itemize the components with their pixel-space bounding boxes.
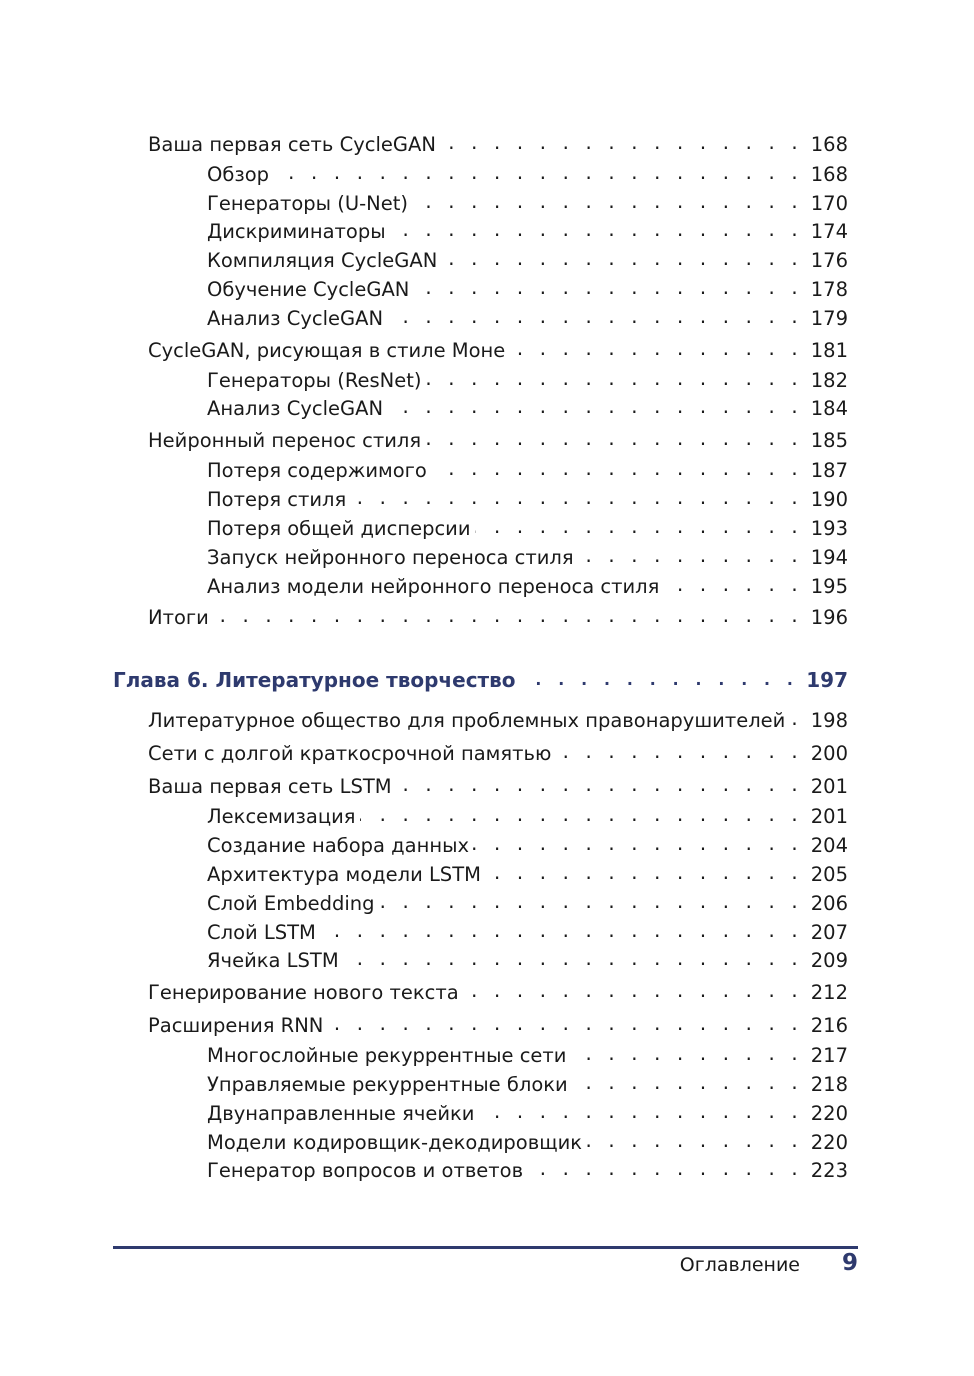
toc-entry[interactable]	[148, 773, 848, 799]
toc-entry-title: Потеря содержимого	[207, 459, 427, 482]
toc-entry[interactable]	[148, 707, 848, 733]
toc-entry-title: Потеря стиля	[207, 488, 347, 511]
toc-entry[interactable]	[207, 305, 848, 331]
toc-entry-page: 217	[810, 1044, 848, 1067]
toc-entry-title: Обзор	[207, 163, 270, 186]
dot-leader	[570, 1042, 800, 1062]
toc-entry-page: 216	[810, 1014, 848, 1037]
toc-entry[interactable]	[207, 919, 848, 945]
toc-entry[interactable]	[207, 573, 848, 599]
toc-entry-page: 212	[810, 981, 848, 1004]
toc-entry[interactable]	[207, 247, 848, 273]
toc-entry[interactable]	[207, 276, 848, 302]
toc-entry-page: 220	[810, 1131, 848, 1154]
toc-entry[interactable]	[207, 1157, 848, 1183]
dot-leader	[485, 861, 801, 881]
toc-entry[interactable]	[207, 367, 848, 393]
toc-entry-page: 197	[806, 668, 848, 692]
toc-entry[interactable]	[207, 457, 848, 483]
dot-leader	[440, 131, 801, 151]
dot-leader	[343, 947, 801, 967]
toc-entry-title: Нейронный перенос стиля	[148, 429, 422, 452]
toc-entry-title: Слой Embedding	[207, 892, 375, 915]
toc-entry[interactable]	[207, 190, 848, 216]
toc-entry[interactable]	[207, 218, 848, 244]
toc-entry[interactable]	[148, 740, 848, 766]
toc-entry-page: 198	[810, 709, 848, 732]
toc-entry-title: Сети с долгой краткосрочной памятью	[148, 742, 552, 765]
toc-entry-page: 178	[810, 278, 848, 301]
toc-entry[interactable]	[148, 1012, 848, 1038]
dot-leader	[789, 707, 800, 727]
dot-leader	[426, 367, 801, 387]
toc-entry[interactable]	[148, 427, 848, 453]
toc-entry-title: Компиляция CycleGAN	[207, 249, 438, 272]
dot-leader	[412, 190, 801, 210]
toc-entry-page: 206	[810, 892, 848, 915]
dot-leader	[327, 1012, 800, 1032]
toc-entry-title: Ваша первая сеть CycleGAN	[148, 133, 436, 156]
toc-entry-page: 184	[810, 397, 848, 420]
toc-entry[interactable]	[207, 1071, 848, 1097]
toc-entry[interactable]	[207, 515, 848, 541]
dot-leader	[578, 544, 801, 564]
dot-leader	[663, 573, 800, 593]
dot-leader	[396, 773, 801, 793]
dot-leader	[413, 276, 800, 296]
dot-leader	[527, 1157, 801, 1177]
toc-chapter-heading[interactable]	[113, 667, 848, 693]
toc-entry-title: Многослойные рекуррентные сети	[207, 1044, 567, 1067]
toc-entry[interactable]	[207, 861, 848, 887]
dot-leader	[387, 305, 801, 325]
toc-entry-title: Анализ модели нейронного переноса стиля	[207, 575, 660, 598]
dot-leader	[431, 457, 801, 477]
toc-entry-title: Генератор вопросов и ответов	[207, 1159, 524, 1182]
dot-leader	[572, 1071, 801, 1091]
toc-entry-page: 205	[810, 863, 848, 886]
toc-entry-page: 176	[810, 249, 848, 272]
toc-entry[interactable]	[207, 1129, 848, 1155]
toc-entry-page: 201	[810, 775, 848, 798]
toc-entry-page: 182	[810, 369, 848, 392]
toc-entry-page: 200	[810, 742, 848, 765]
dot-leader	[478, 1100, 800, 1120]
dot-leader	[425, 427, 801, 447]
toc-entry[interactable]	[207, 947, 848, 973]
toc-entry-title: Дискриминаторы	[207, 220, 386, 243]
toc-entry-title: Модели кодировщик-декодировщик	[207, 1131, 583, 1154]
toc-entry-title: Обучение CycleGAN	[207, 278, 410, 301]
toc-entry-page: 194	[810, 546, 848, 569]
toc-entry[interactable]	[207, 832, 848, 858]
toc-entry-page: 174	[810, 220, 848, 243]
toc-entry-title: Потеря общей дисперсии	[207, 517, 471, 540]
toc-entry-page: 207	[810, 921, 848, 944]
dot-leader	[555, 740, 800, 760]
toc-entry[interactable]	[207, 890, 848, 916]
toc-entry[interactable]	[148, 604, 848, 630]
toc-entry[interactable]	[207, 486, 848, 512]
toc-entry-page: 204	[810, 834, 848, 857]
toc-entry-page: 170	[810, 192, 848, 215]
toc-entry-page: 187	[810, 459, 848, 482]
toc-entry-title: Анализ CycleGAN	[207, 397, 384, 420]
toc-entry[interactable]	[207, 161, 848, 187]
toc-entry-page: 201	[810, 805, 848, 828]
toc-entry-title: Создание набора данных	[207, 834, 470, 857]
dot-leader	[475, 515, 801, 535]
toc-entry-title: Запуск нейронного переноса стиля	[207, 546, 574, 569]
dot-leader	[320, 919, 801, 939]
footer-divider	[113, 1246, 858, 1249]
toc-entry-page: 179	[810, 307, 848, 330]
dot-leader	[387, 395, 801, 415]
toc-entry[interactable]	[207, 1100, 848, 1126]
toc-entry[interactable]	[207, 803, 848, 829]
toc-entry-page: 181	[810, 339, 848, 362]
toc-entry-title: Итоги	[148, 606, 209, 629]
dot-leader	[473, 832, 801, 852]
dot-leader	[350, 486, 801, 506]
footer-page-number: 9	[841, 1250, 858, 1276]
footer-section-label: Оглавление	[679, 1254, 800, 1276]
toc-entry-title: Лексемизация	[207, 805, 356, 828]
toc-entry-title: Глава 6. Литературное творчество	[113, 668, 516, 692]
toc-entry-title: Архитектура модели LSTM	[207, 863, 481, 886]
toc-entry[interactable]	[207, 1042, 848, 1068]
dot-leader	[520, 667, 797, 687]
toc-entry-page: 193	[810, 517, 848, 540]
toc-entry-page: 220	[810, 1102, 848, 1125]
toc-entry-page: 223	[810, 1159, 848, 1182]
dot-leader	[360, 803, 801, 823]
toc-entry-title: Анализ CycleGAN	[207, 307, 384, 330]
toc-entry[interactable]	[148, 337, 848, 363]
toc-entry-page: 195	[810, 575, 848, 598]
toc-entry-title: Генерирование нового текста	[148, 981, 459, 1004]
toc-entry-title: Двунаправленные ячейки	[207, 1102, 475, 1125]
toc-entry-title: CycleGAN, рисующая в стиле Моне	[148, 339, 506, 362]
toc-entry-page: 190	[810, 488, 848, 511]
dot-leader	[509, 337, 800, 357]
dot-leader	[463, 979, 801, 999]
dot-leader	[273, 161, 801, 181]
toc-entry-title: Ваша первая сеть LSTM	[148, 775, 392, 798]
toc-entry-page: 168	[810, 163, 848, 186]
toc-entry-page: 218	[810, 1073, 848, 1096]
toc-entry-title: Ячейка LSTM	[207, 949, 339, 972]
toc-entry[interactable]	[207, 395, 848, 421]
dot-leader	[378, 890, 800, 910]
toc-entry-title: Управляемые рекуррентные блоки	[207, 1073, 568, 1096]
toc-entry[interactable]	[148, 979, 848, 1005]
toc-entry-title: Литературное общество для проблемных правонарушителей	[148, 709, 786, 732]
dot-leader	[390, 218, 801, 238]
toc-entry[interactable]	[207, 544, 848, 570]
toc-entry-title: Расширения RNN	[148, 1014, 324, 1037]
toc-entry-page: 185	[810, 429, 848, 452]
toc-entry-page: 168	[810, 133, 848, 156]
toc-entry-title: Генераторы (U-Net)	[207, 192, 408, 215]
toc-entry[interactable]	[148, 131, 848, 157]
dot-leader	[213, 604, 801, 624]
toc-entry-page: 196	[810, 606, 848, 629]
toc-entry-title: Генераторы (ResNet)	[207, 369, 422, 392]
dot-leader	[586, 1129, 801, 1149]
dot-leader	[441, 247, 800, 267]
toc-entry-page: 209	[810, 949, 848, 972]
toc-entry-title: Слой LSTM	[207, 921, 316, 944]
